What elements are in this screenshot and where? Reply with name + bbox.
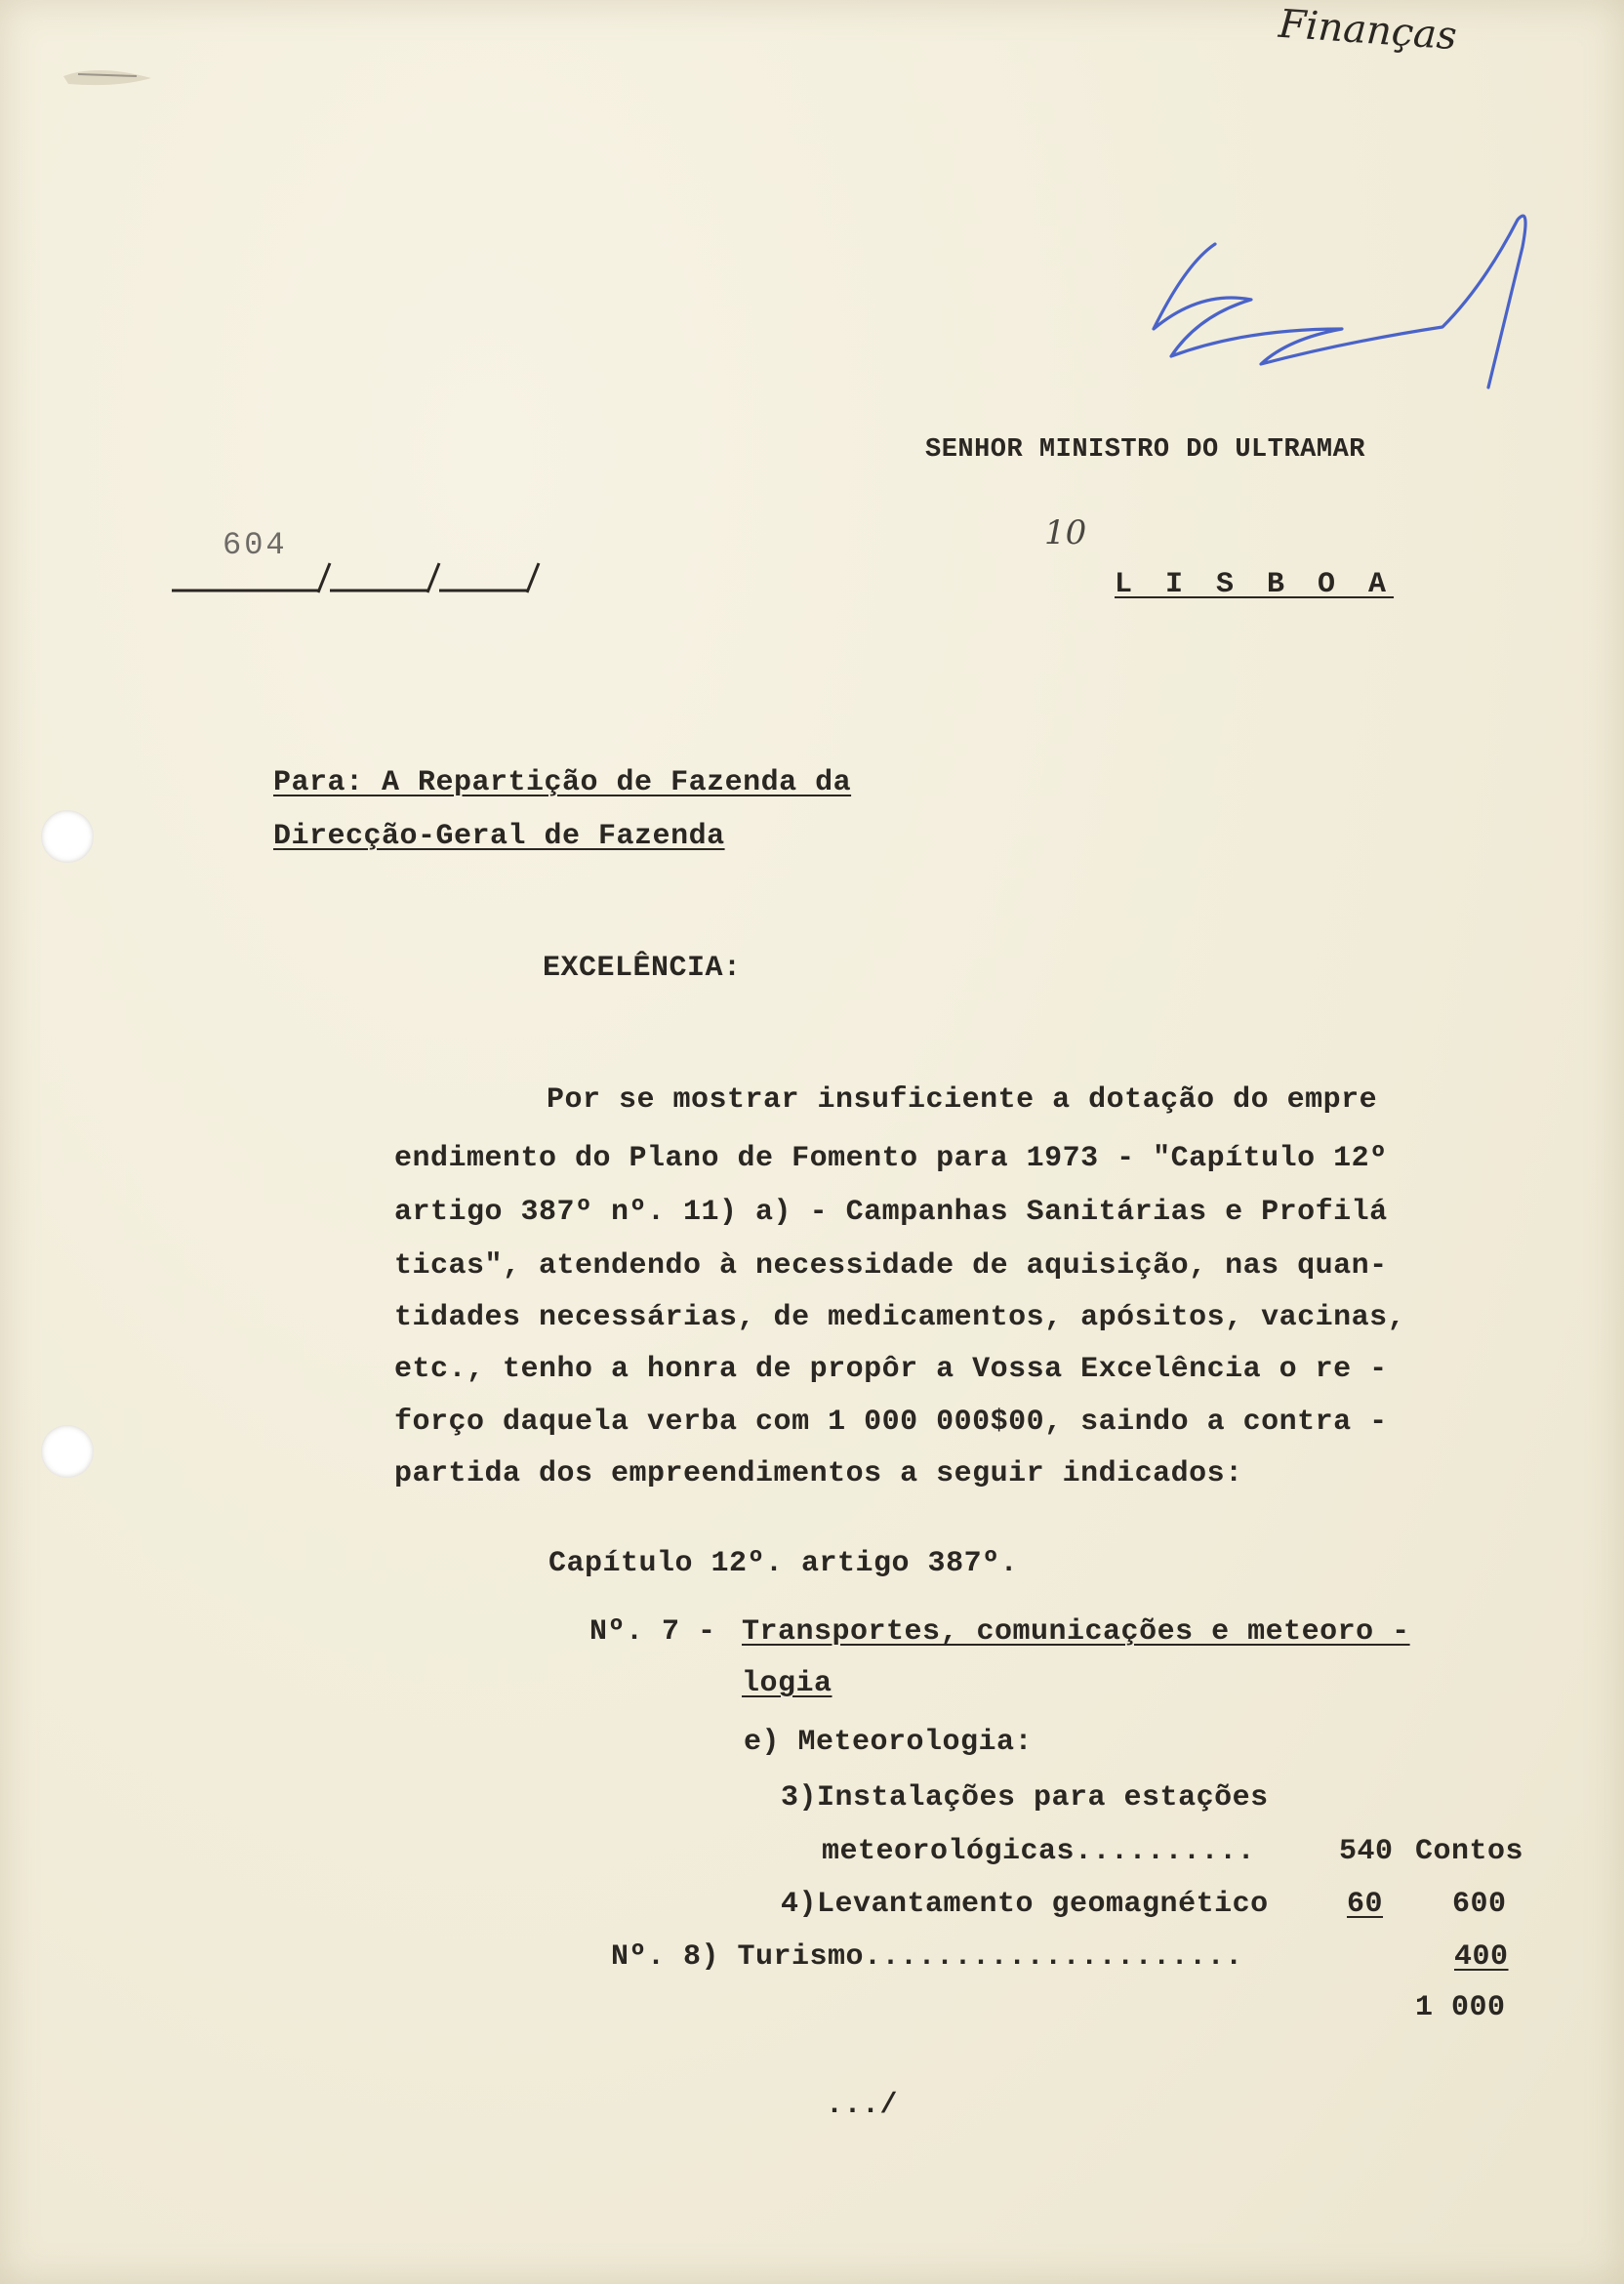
item-8-line: Nº. 8) Turismo..................... <box>611 1940 1243 1974</box>
item-7-title-cont: logia <box>742 1667 832 1700</box>
date-blanks <box>172 551 562 600</box>
city-line: L I S B O A <box>1115 568 1395 601</box>
body-line: artigo 387º nº. 11) a) - Campanhas Sanitárias e Profilá <box>394 1196 1388 1229</box>
chapter-line: Capítulo 12º. artigo 387º. <box>548 1547 1019 1580</box>
sub-item-4: 4)Levantamento geomagnético <box>781 1888 1269 1921</box>
body-line: Por se mostrar insuficiente a dotação do empre <box>547 1083 1378 1117</box>
item-7-total: 600 <box>1452 1888 1507 1921</box>
reference-suffix: 10 <box>1044 513 1087 552</box>
continuation-mark: .../ <box>826 2089 899 2122</box>
handwritten-note: Finanças <box>1277 1 1459 60</box>
body-line: tidades necessárias, de medicamentos, apósitos, vacinas, <box>394 1301 1406 1334</box>
addressee-line: SENHOR MINISTRO DO ULTRAMAR <box>925 435 1365 465</box>
sub-item-4-value: 60 <box>1347 1888 1384 1921</box>
body-line: partida dos empreendimentos a seguir indicados: <box>394 1457 1243 1490</box>
body-line: forço daquela verba com 1 000 000$00, saindo a contra - <box>394 1406 1388 1439</box>
item-8-value: 400 <box>1454 1940 1509 1974</box>
sub-item-3: 3)Instalações para estações <box>781 1781 1269 1815</box>
recipient-line-1: Para: A Repartição de Fazenda da <box>273 766 852 799</box>
item-7-number: Nº. 7 - <box>589 1615 716 1649</box>
signature-scribble <box>1142 210 1552 405</box>
sub-item-3-value: 540 <box>1339 1835 1394 1868</box>
body-line: endimento do Plano de Fomento para 1973 - "Capítulo 12º <box>394 1142 1388 1175</box>
body-line: etc., tenho a honra de propôr a Vossa Excelência o re - <box>394 1353 1388 1386</box>
grand-total: 1 000 <box>1415 1991 1506 2024</box>
punch-hole <box>41 810 94 863</box>
sub-item-e: e) Meteorologia: <box>744 1726 1034 1759</box>
punch-hole <box>41 1425 94 1478</box>
unit-label: Contos <box>1415 1835 1524 1868</box>
sub-item-3-cont: meteorológicas.......... <box>822 1835 1256 1868</box>
staple-mark <box>59 59 166 98</box>
item-7-title: Transportes, comunicações e meteoro - <box>742 1615 1410 1649</box>
reference-number: 604 <box>223 527 288 563</box>
body-line: ticas", atendendo à necessidade de aquisição, nas quan- <box>394 1249 1388 1283</box>
recipient-line-2: Direcção-Geral de Fazenda <box>273 820 725 853</box>
salutation: EXCELÊNCIA: <box>543 952 742 985</box>
